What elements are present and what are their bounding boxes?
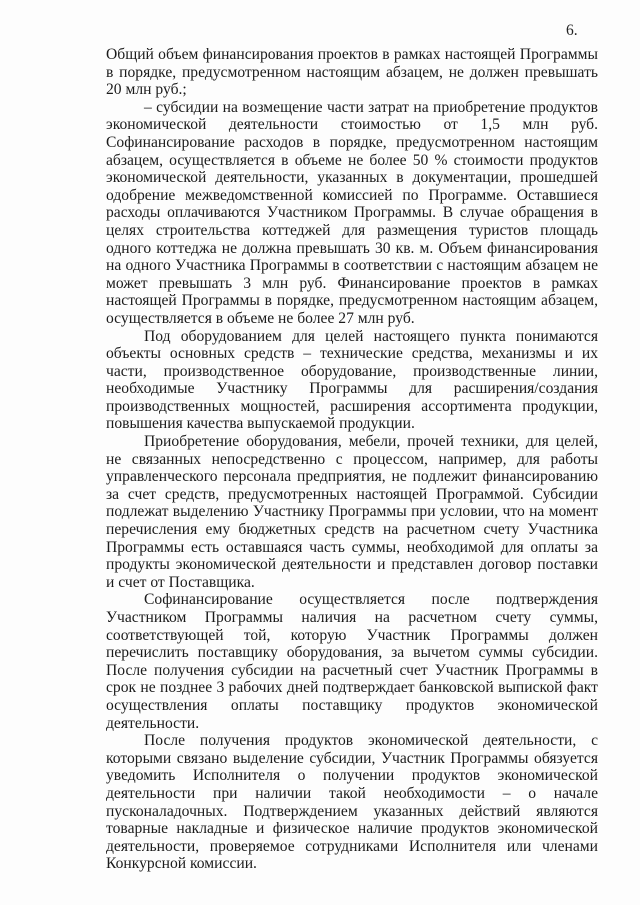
paragraph-funding-limit: Общий объем финансирования проектов в рамках настоящей Программы в порядке, предусмотренном настоящим абзацем, не должен превышать 20 млн руб.; xyxy=(106,46,598,99)
document-body xyxy=(106,46,598,873)
paragraph-non-eligible-purchases: Приобретение оборудования, мебели, прочей техники, для целей, не связанных непосредственно с процессом, например, для работы управленческого персонала предприятия, не подлежит финансированию за счет средств, предусмотренных настоящей Программой. Субсидии подлежат выделению Участнику Программы при условии, что на момент перечисления ему бюджетных средств на расчетном счету Участника Программы есть оставшаяся часть суммы, необходимой для оплаты за продукты экономической деятельности и представлен договор поставки и счет от Поставщика. xyxy=(106,433,598,591)
paragraph-equipment-definition: Под оборудованием для целей настоящего пункта понимаются объекты основных средств – технические средства, механизмы и их части, производственное оборудование, производственные линии, необходимые Участнику Программы для расширения/создания производственных мощностей, расширения ассортимента продукции, повышения качества выпускаемой продукции. xyxy=(106,327,598,433)
page-number: 6. xyxy=(566,22,578,39)
paragraph-cofinancing-conditions: Софинансирование осуществляется после подтверждения Участником Программы наличия на расчетном счету суммы, соответствующей той, которую Участник Программы должен перечислить поставщику оборудования, за вычетом суммы субсидии. После получения субсидии на расчетный счет Участник Программы в срок не позднее 3 рабочих дней подтверждает банковской выпиской факт осуществления оплаты поставщику продуктов экономической деятельности. xyxy=(106,591,598,732)
paragraph-post-receipt-obligations: После получения продуктов экономической деятельности, с которыми связано выделение субсидии, Участник Программы обязуется уведомить Исполнителя о получении продуктов экономической деятельности при наличии такой необходимости – о начале пусконаладочных. Подтверждением указанных действий являются товарные накладные и физическое наличие продуктов экономической деятельности, проверяемое сотрудниками Исполнителя или членами Конкурсной комиссии. xyxy=(106,732,598,873)
paragraph-subsidy-terms: – субсидии на возмещение части затрат на приобретение продуктов экономической деятельности стоимостью от 1,5 млн руб. Софинансирование расходов в порядке, предусмотренном настоящим абзацем, осуществляется в объеме не более 50 % стоимости продуктов экономической деятельности, указанных в документации, прошедшей одобрение межведомственной комиссией по Программе. Оставшиеся расходы оплачиваются Участником Программы. В случае обращения в целях строительства коттеджей для размещения туристов площадь одного коттеджа не должна превышать 30 кв. м. Объем финансирования на одного Участника Программы в соответствии с настоящим абзацем не может превышать 3 млн руб. Финансирование проектов в рамках настоящей Программы в порядке, предусмотренном настоящим абзацем, осуществляется в объеме не более 27 млн руб. xyxy=(106,98,598,327)
